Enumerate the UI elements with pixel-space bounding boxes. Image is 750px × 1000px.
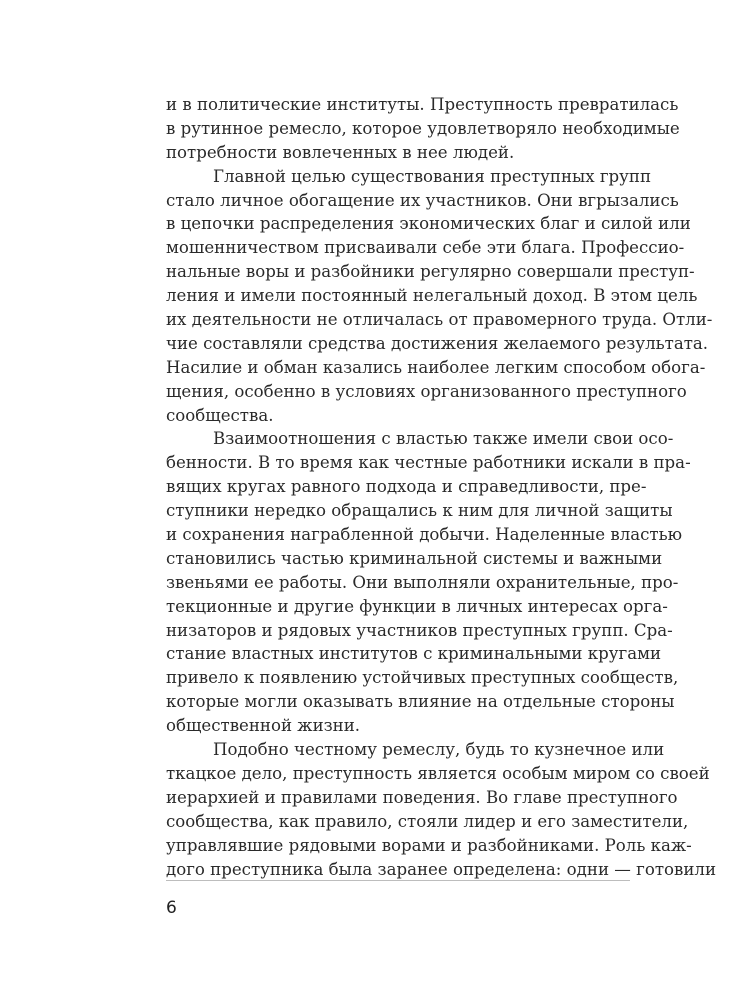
text-line: ткацкое дело, преступность является особым миром со своей xyxy=(166,763,710,783)
text-line: чие составляли средства достижения желаемого результата. xyxy=(166,333,709,353)
text-line: звеньями ее работы. Они выполняли охранительные, про- xyxy=(166,572,679,592)
text-line: бенности. В то время как честные работники искали в пра- xyxy=(166,453,691,473)
text-line: текционные и другие функции в личных интересах орга- xyxy=(166,596,668,616)
text-line: дого преступника была заранее определена: одни — готовили xyxy=(166,859,717,879)
text-line: Насилие и обман казались наиболее легким способом обога- xyxy=(166,357,706,377)
text-line: стание властных институтов с криминальными кругами xyxy=(166,644,662,664)
body-text xyxy=(166,93,717,881)
text-line: в цепочки распределения экономических благ и силой или xyxy=(166,214,691,234)
text-line: сообщества. xyxy=(166,405,274,425)
paragraph xyxy=(166,427,691,738)
text-line: Взаимоотношения с властью также имели свои осо- xyxy=(213,429,674,449)
text-line: Главной целью существования преступных групп xyxy=(213,166,652,186)
text-line: Подобно честному ремеслу, будь то кузнечное или xyxy=(213,740,665,760)
text-line: мошенничеством присваивали себе эти блага. Профессио- xyxy=(166,238,685,258)
text-line: вящих кругах равного подхода и справедливости, пре- xyxy=(166,477,647,497)
paragraph xyxy=(166,738,717,881)
page-number: 6 xyxy=(166,898,177,918)
text-line: ступники нередко обращались к ним для личной защиты xyxy=(166,501,673,521)
text-line: иерархией и правилами поведения. Во главе преступного xyxy=(166,787,678,807)
text-line: управлявшие рядовыми ворами и разбойниками. Роль каж- xyxy=(166,835,692,855)
text-line: потребности вовлеченных в нее людей. xyxy=(166,142,515,162)
text-line: привело к появлению устойчивых преступных сообществ, xyxy=(166,668,679,688)
text-line: стало личное обогащение их участников. Они вгрызались xyxy=(166,190,679,210)
text-line: в рутинное ремесло, которое удовлетворяло необходимые xyxy=(166,118,680,138)
text-line: ления и имели постоянный нелегальный доход. В этом цель xyxy=(166,286,698,306)
text-line: их деятельности не отличалась от правомерного труда. Отли- xyxy=(166,310,713,330)
paragraph xyxy=(166,165,713,428)
text-line: которые могли оказывать влияние на отдельные стороны xyxy=(166,692,675,712)
text-line: нальные воры и разбойники регулярно совершали преступ- xyxy=(166,262,695,282)
text-line: общественной жизни. xyxy=(166,716,361,736)
text-line: щения, особенно в условиях организованного преступного xyxy=(166,381,687,401)
text-line: низаторов и рядовых участников преступных групп. Сра- xyxy=(166,620,673,640)
text-line: становились частью криминальной системы и важными xyxy=(166,548,663,568)
text-line: сообщества, как правило, стояли лидер и его заместители, xyxy=(166,811,689,831)
footer-divider xyxy=(166,880,630,881)
text-line: и сохранения награбленной добычи. Наделенные властью xyxy=(166,525,683,545)
text-line: и в политические институты. Преступность превратилась xyxy=(166,95,679,114)
paragraph xyxy=(166,93,680,165)
